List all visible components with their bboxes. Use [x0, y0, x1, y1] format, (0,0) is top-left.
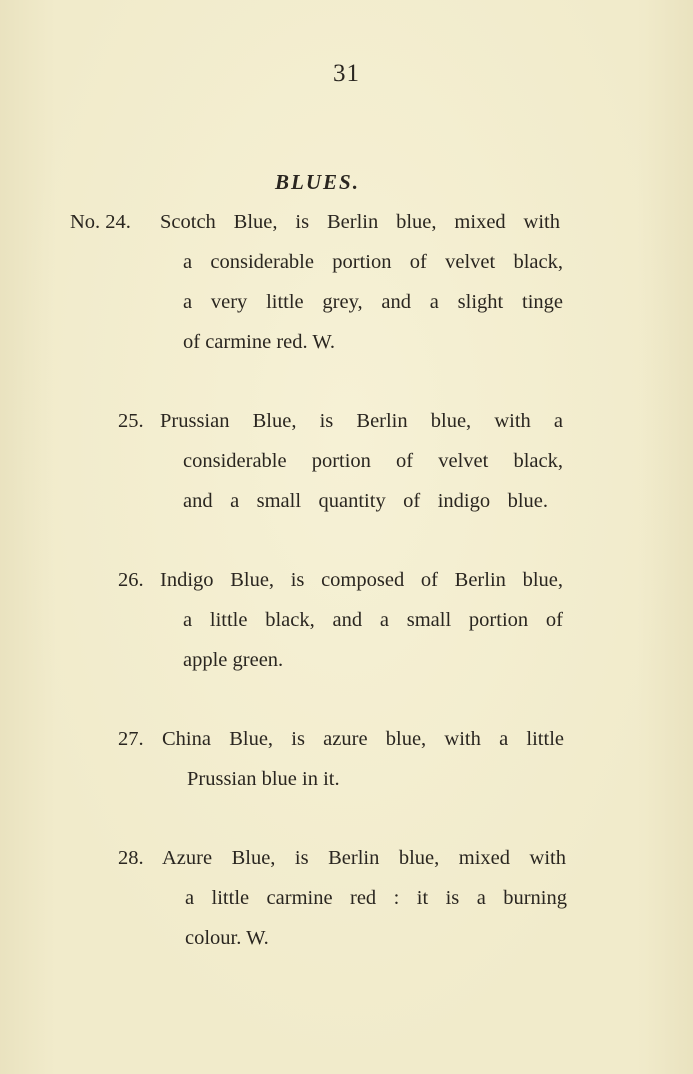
- entry-line: Azure Blue, is Berlin blue, mixed with: [162, 847, 566, 869]
- entry-line: and a small quantity of indigo blue.: [183, 490, 548, 512]
- entry-line: considerable portion of velvet black,: [183, 450, 563, 472]
- page-number: 31: [333, 60, 360, 87]
- entry-number: 26.: [118, 569, 144, 591]
- entry-line: a considerable portion of velvet black,: [183, 251, 563, 273]
- entry-line: Scotch Blue, is Berlin blue, mixed with: [160, 211, 560, 233]
- entry-number: 28.: [118, 847, 144, 869]
- entry-line: colour. W.: [185, 927, 269, 949]
- entry-line: a very little grey, and a slight tinge: [183, 291, 563, 313]
- entry-line: of carmine red. W.: [183, 331, 335, 353]
- entry-number: 27.: [118, 728, 144, 750]
- entry-line: Prussian Blue, is Berlin blue, with a: [160, 410, 563, 432]
- entry-line: apple green.: [183, 649, 284, 671]
- section-title: BLUES.: [275, 170, 360, 194]
- entry-number: No. 24.: [70, 211, 131, 233]
- entry-line: a little carmine red : it is a burning: [185, 887, 567, 909]
- entry-line: China Blue, is azure blue, with a little: [162, 728, 564, 750]
- entry-line: a little black, and a small portion of: [183, 609, 563, 631]
- entry-line: Indigo Blue, is composed of Berlin blue,: [160, 569, 563, 591]
- entry-line: Prussian blue in it.: [187, 768, 340, 790]
- entry-number: 25.: [118, 410, 144, 432]
